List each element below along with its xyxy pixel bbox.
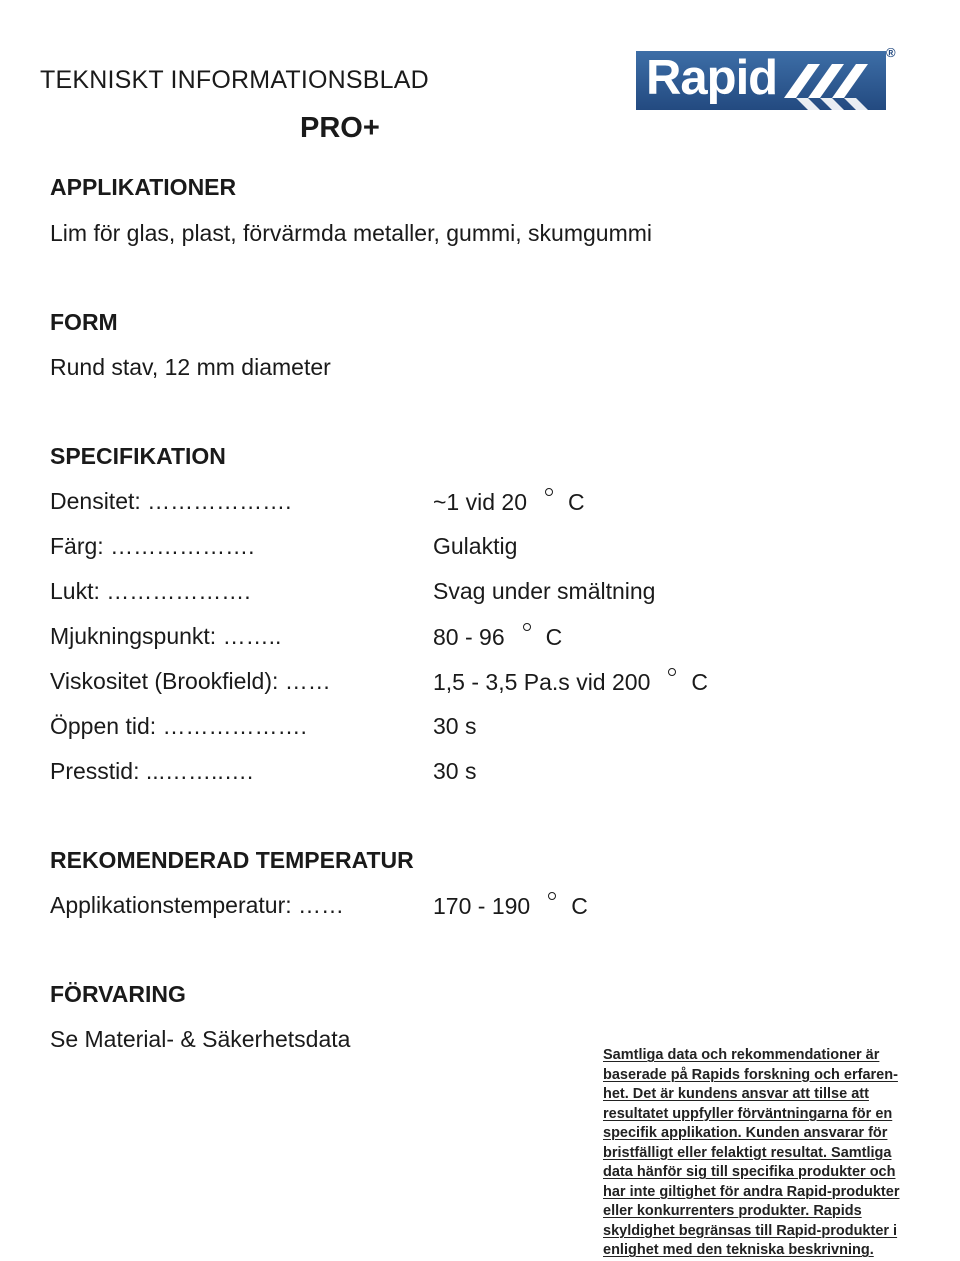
form-text: Rund stav, 12 mm diameter: [50, 354, 331, 380]
disclaimer-line: Samtliga data och rekommendationer är: [603, 1047, 880, 1063]
degree-symbol: [523, 623, 531, 631]
registered-mark: ®: [886, 45, 896, 60]
degree-symbol: [545, 488, 553, 496]
spec-value-presstid: 30 s: [433, 758, 477, 784]
product-name: PRO+: [300, 112, 380, 144]
spec-label-farg: Färg: ……………….: [50, 533, 255, 559]
spec-label-lukt: Lukt: ……………….: [50, 578, 251, 604]
disclaimer: [603, 1046, 913, 1261]
heading-temperatur: REKOMENDERAD TEMPERATUR: [50, 847, 414, 873]
applikationer-text: Lim för glas, plast, förvärmda metaller, gummi, skumgummi: [50, 220, 653, 246]
disclaimer-line: bristfälligt eller felaktigt resultat. Samtliga: [603, 1144, 892, 1161]
degree-symbol: [668, 668, 676, 676]
disclaimer-line: resultatet uppfyller förväntningarna för en: [603, 1105, 893, 1122]
logo-chevrons-icon: [782, 54, 882, 110]
disclaimer-line: specifik applikation. Kunden ansvarar för: [603, 1125, 888, 1141]
forvaring-text: Se Material- & Säkerhetsdata: [50, 1026, 351, 1052]
degree-symbol: [548, 892, 556, 900]
heading-form: FORM: [50, 309, 118, 335]
document-title: TEKNISKT INFORMATIONSBLAD: [40, 66, 429, 94]
spec-value-farg: Gulaktig: [433, 533, 518, 559]
spec-value-mjukningspunkt: 80 - 96 C: [433, 624, 563, 650]
spec-label-viskositet: Viskositet (Brookfield): ……: [50, 668, 331, 694]
spec-label-oppen-tid: Öppen tid: ……………….: [50, 713, 307, 739]
spec-value-lukt: Svag under smältning: [433, 578, 656, 604]
disclaimer-line: eller konkurrenters produkter. Rapids: [603, 1203, 862, 1219]
heading-specifikation: SPECIFIKATION: [50, 443, 226, 469]
disclaimer-line: har inte giltighet för andra Rapid-produkter: [603, 1183, 900, 1200]
spec-label-densitet: Densitet: ……………….: [50, 488, 292, 514]
heading-applikationer: APPLIKATIONER: [50, 174, 237, 200]
spec-label-mjukningspunkt: Mjukningspunkt: ……..: [50, 623, 282, 649]
heading-forvaring: FÖRVARING: [50, 981, 186, 1007]
spec-label-presstid: Presstid: ...……..….: [50, 758, 254, 784]
logo-wordmark: Rapid: [646, 51, 778, 105]
spec-value-viskositet: 1,5 - 3,5 Pa.s vid 200 C: [433, 669, 708, 695]
spec-value-densitet: ~1 vid 20 C: [433, 489, 585, 515]
temp-value: 170 - 190 C: [433, 893, 588, 919]
spec-value-oppen-tid: 30 s: [433, 713, 477, 739]
rapid-logo: [636, 46, 902, 110]
disclaimer-line: data hänför sig till specifika produkter och: [603, 1164, 896, 1180]
disclaimer-line: het. Det är kundens ansvar att tillse att: [603, 1086, 869, 1102]
disclaimer-line: enlighet med den tekniska beskrivning.: [603, 1242, 874, 1258]
disclaimer-line: baserade på Rapids forskning och erfaren-: [603, 1066, 898, 1083]
temp-label: Applikationstemperatur: ……: [50, 892, 345, 918]
disclaimer-line: skyldighet begränsas till Rapid-produkter i: [603, 1222, 898, 1239]
